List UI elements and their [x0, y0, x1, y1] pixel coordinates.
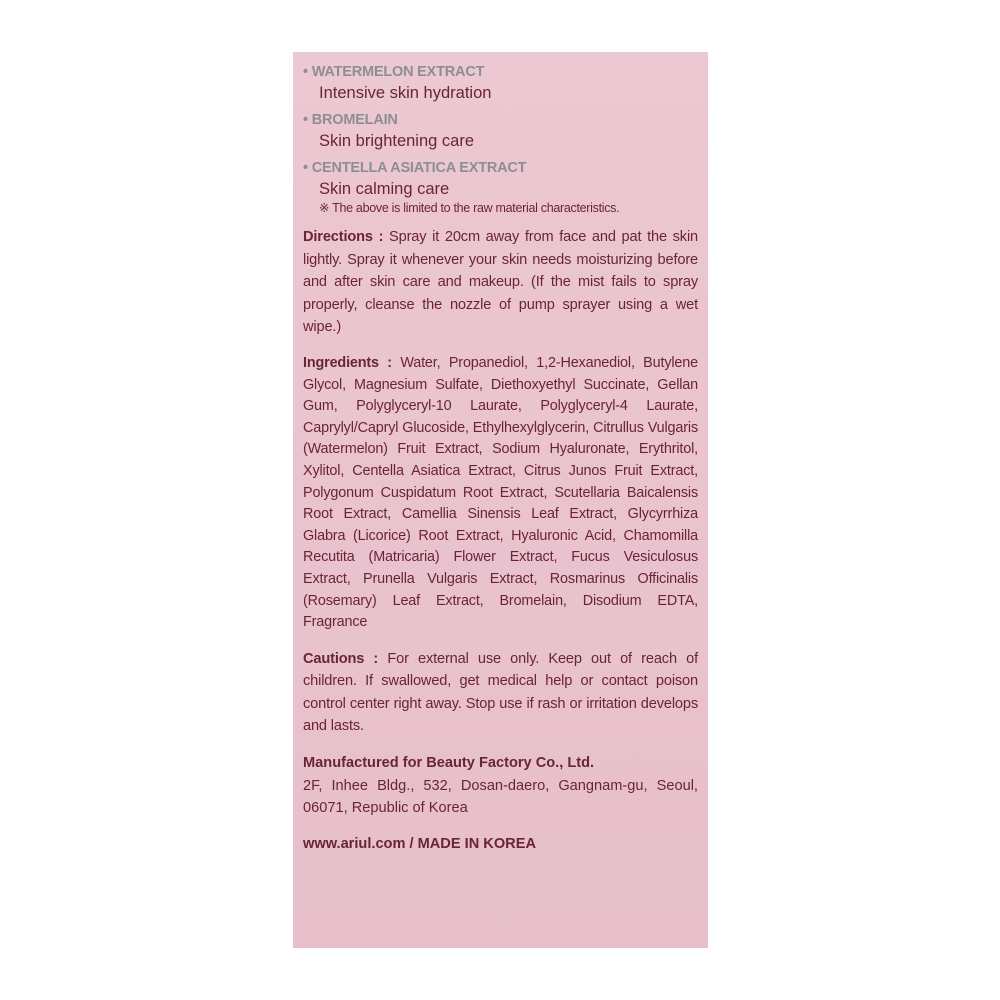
manufacturer-section: [303, 752, 698, 820]
feature-desc: Intensive skin hydration: [319, 84, 492, 102]
ingredients-text: Water, Propanediol, 1,2-Hexanediol, Butylene Glycol, Magnesium Sulfate, Diethoxyethyl Succinate, Gellan Gum, Polyglyceryl-10 Laurate, Polyglyceryl-4 Laurate, Caprylyl/Capryl Glucoside, Ethylhexylglycerin, Citrullus Vulgaris (Watermelon) Fruit Extract, Sodium Hyaluronate, Erythritol, Xylitol, Centella Asiatica Extract, Citrus Junos Fruit Extract, Polygonum Cuspidatum Root Extract, Scutellaria Baicalensis Root Extract, Camellia Sinensis Leaf Extract, Glycyrrhiza Glabra (Licorice) Root Extract, Hyaluronic Acid, Chamomilla Recutita (Matricaria) Flower Extract, Fucus Vesiculosus Extract, Prunella Vulgaris Extract, Rosmarinus Officinalis (Rosemary) Leaf Extract, Bromelain, Disodium EDTA, Fragrance: [303, 354, 698, 631]
feature-desc: Skin calming care: [319, 180, 450, 198]
feature-bromelain: [303, 110, 698, 152]
feature-name: • CENTELLA ASIATICA EXTRACT: [303, 160, 527, 176]
ingredients-section: [303, 353, 698, 634]
cautions-section: [303, 648, 698, 738]
manufacturer-address: 2F, Inhee Bldg., 532, Dosan-daero, Gangnam-gu, Seoul, 06071, Republic of Korea: [303, 777, 698, 817]
website-origin-footer: www.ariul.com / MADE IN KOREA: [303, 835, 536, 852]
cautions-text: For external use only. Keep out of reach of children. If swallowed, get medical help or contact poison control center right away. Stop use if rash or irritation develops and lasts.: [303, 650, 698, 735]
directions-label: Directions :: [303, 229, 384, 245]
directions-text: Spray it 20cm away from face and pat the skin lightly. Spray it whenever your skin needs moisturizing before and after skin care and makeup. (If the mist fails to spray properly, cleanse the nozzle of pump sprayer using a wet wipe.): [303, 229, 699, 336]
feature-name: • BROMELAIN: [303, 112, 398, 128]
raw-material-note: ※ The above is limited to the raw material characteristics.: [319, 201, 620, 215]
product-label-panel: [293, 52, 708, 948]
feature-desc: Skin brightening care: [319, 132, 475, 150]
cautions-label: Cautions :: [303, 650, 379, 667]
feature-watermelon: [303, 62, 698, 104]
ingredients-label: Ingredients :: [303, 354, 392, 371]
feature-name: • WATERMELON EXTRACT: [303, 64, 485, 80]
directions-section: [303, 226, 698, 339]
feature-centella: [303, 158, 698, 200]
manufacturer-name: Manufactured for Beauty Factory Co., Ltd.: [303, 755, 595, 772]
